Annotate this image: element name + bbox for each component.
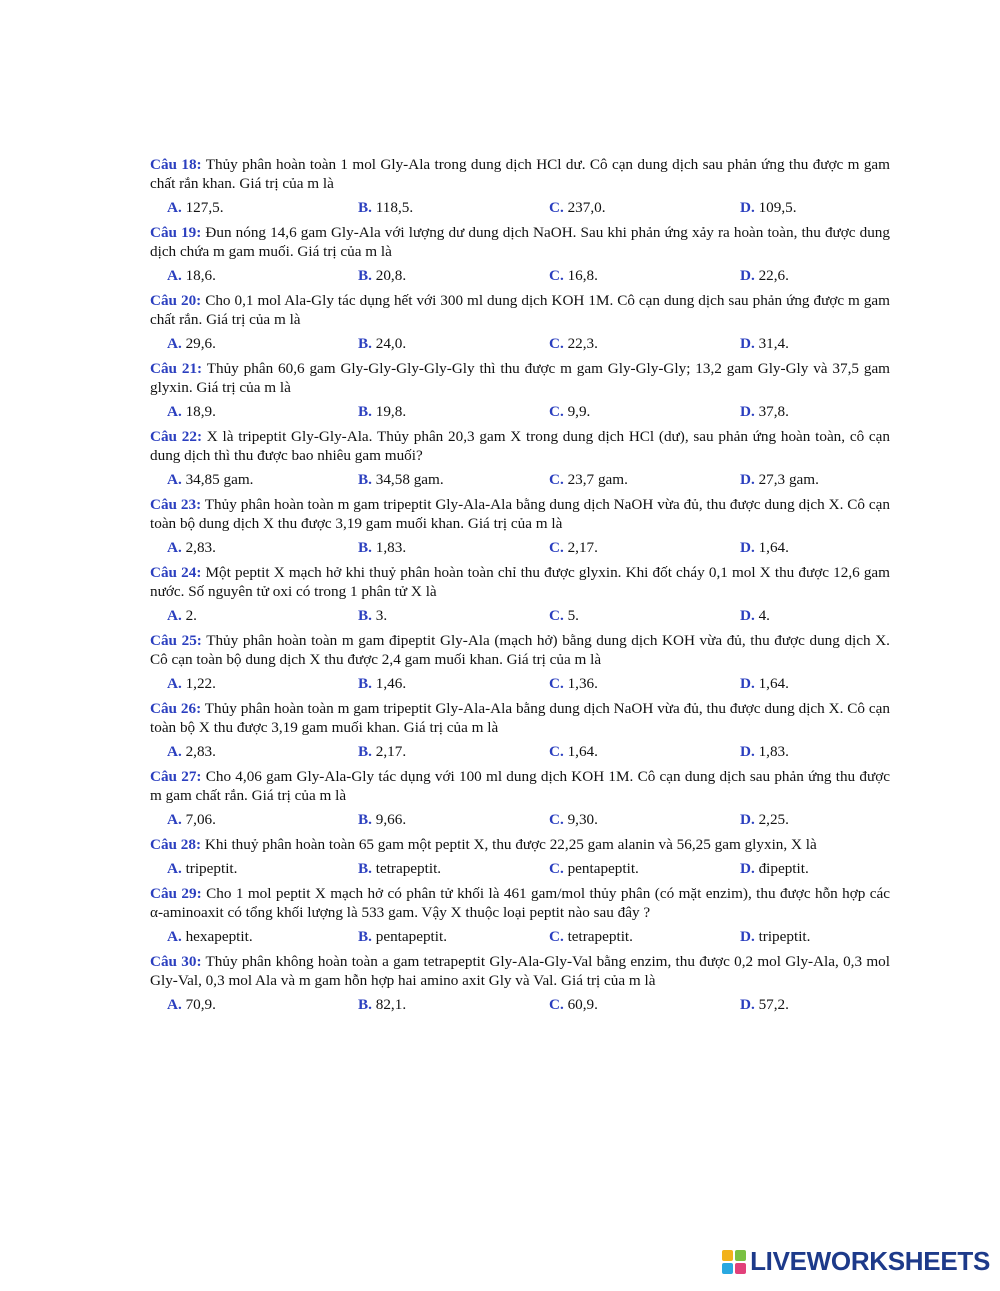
option-letter: C. xyxy=(549,743,564,760)
answer-option[interactable] xyxy=(740,334,789,353)
answer-option[interactable] xyxy=(549,674,740,693)
answer-option[interactable] xyxy=(167,402,358,421)
question-text: Thủy phân hoàn toàn m gam đipeptit Gly-Ala (mạch hở) bằng dung dịch KOH vừa đủ, thu được dung dịch X. Cô cạn toàn bộ dung dịch X thu được 2,4 gam muối khan. Giá trị của m là xyxy=(150,632,890,668)
option-letter: D. xyxy=(740,199,755,216)
option-text: tripeptit. xyxy=(185,860,238,877)
question-number: Câu 23: xyxy=(150,496,202,513)
option-letter: D. xyxy=(740,811,755,828)
option-text: 9,66. xyxy=(375,811,407,828)
option-letter: B. xyxy=(358,743,372,760)
option-letter: B. xyxy=(358,860,372,877)
answer-options xyxy=(150,674,890,693)
answer-option[interactable] xyxy=(167,538,358,557)
option-text: 109,5. xyxy=(758,199,797,216)
question-stem xyxy=(150,359,890,397)
option-text: 2,17. xyxy=(375,743,407,760)
question-text: X là tripeptit Gly-Gly-Ala. Thủy phân 20,3 gam X trong dung dịch HCl (dư), sau phản ứng hoàn toàn, cô cạn dung dịch thì thu được bao nhiêu gam muối? xyxy=(150,428,890,464)
option-text: 2,83. xyxy=(185,743,216,760)
logo-square-1 xyxy=(722,1250,733,1261)
answer-option[interactable] xyxy=(167,470,358,489)
option-letter: A. xyxy=(167,199,182,216)
option-letter: B. xyxy=(358,996,372,1013)
option-letter: D. xyxy=(740,928,755,945)
option-text: 1,83. xyxy=(375,539,407,556)
question-text: Cho 0,1 mol Ala-Gly tác dụng hết với 300 ml dung dịch KOH 1M. Cô cạn dung dịch sau phản ứng được m gam chất rắn. Giá trị của m là xyxy=(150,292,890,328)
question-text: Một peptit X mạch hở khi thuỷ phân hoàn toàn chỉ thu được glyxin. Khi đốt cháy 0,1 mol X thu được 12,6 gam nước. Số nguyên tử oxi có trong 1 phân tử X là xyxy=(150,564,890,600)
option-text: 24,0. xyxy=(375,335,407,352)
answer-option[interactable] xyxy=(358,606,549,625)
option-text: tetrapeptit. xyxy=(375,860,442,877)
option-letter: B. xyxy=(358,335,372,352)
option-text: 37,8. xyxy=(758,403,789,420)
question-stem xyxy=(150,952,890,990)
question-stem xyxy=(150,291,890,329)
question-text: Cho 4,06 gam Gly-Ala-Gly tác dụng với 100 ml dung dịch KOH 1M. Cô cạn dung dịch sau phản ứng thu được m gam chất rắn. Giá trị của m là xyxy=(150,768,890,804)
answer-option[interactable] xyxy=(167,674,358,693)
option-text: 82,1. xyxy=(375,996,407,1013)
option-text: 4. xyxy=(758,607,770,624)
option-letter: C. xyxy=(549,335,564,352)
question-block xyxy=(150,155,890,217)
option-text: 57,2. xyxy=(758,996,789,1013)
answer-option[interactable] xyxy=(167,995,358,1014)
option-letter: D. xyxy=(740,267,755,284)
option-text: 5. xyxy=(567,607,579,624)
option-text: 1,83. xyxy=(758,743,789,760)
option-text: 34,85 gam. xyxy=(185,471,254,488)
option-text: 1,22. xyxy=(185,675,216,692)
question-stem xyxy=(150,427,890,465)
answer-option[interactable] xyxy=(740,859,809,878)
question-number: Câu 18: xyxy=(150,156,202,173)
option-letter: A. xyxy=(167,539,182,556)
option-letter: A. xyxy=(167,860,182,877)
option-letter: D. xyxy=(740,743,755,760)
option-text: 1,64. xyxy=(758,539,789,556)
question-block xyxy=(150,563,890,625)
answer-option[interactable] xyxy=(549,742,740,761)
option-letter: C. xyxy=(549,607,564,624)
option-letter: C. xyxy=(549,539,564,556)
option-letter: A. xyxy=(167,743,182,760)
question-number: Câu 28: xyxy=(150,836,202,853)
option-text: 22,6. xyxy=(758,267,789,284)
question-stem xyxy=(150,884,890,922)
option-letter: A. xyxy=(167,267,182,284)
answer-option[interactable] xyxy=(740,810,789,829)
option-text: 2,17. xyxy=(567,539,598,556)
answer-option[interactable] xyxy=(549,606,740,625)
option-letter: C. xyxy=(549,996,564,1013)
option-text: 1,36. xyxy=(567,675,598,692)
option-text: 16,8. xyxy=(567,267,598,284)
answer-option[interactable] xyxy=(358,810,549,829)
answer-options xyxy=(150,742,890,761)
answer-options xyxy=(150,606,890,625)
question-stem xyxy=(150,563,890,601)
question-text: Thủy phân 60,6 gam Gly-Gly-Gly-Gly-Gly thì thu được m gam Gly-Gly-Gly; 13,2 gam Gly-Gly và 37,5 gam glyxin. Giá trị của m là xyxy=(150,360,890,396)
option-letter: B. xyxy=(358,675,372,692)
option-text: 1,46. xyxy=(375,675,407,692)
option-text: pentapeptit. xyxy=(375,928,448,945)
option-text: 1,64. xyxy=(567,743,598,760)
option-text: 22,3. xyxy=(567,335,598,352)
question-stem xyxy=(150,495,890,533)
option-letter: D. xyxy=(740,996,755,1013)
option-text: 118,5. xyxy=(375,199,414,216)
answer-option[interactable] xyxy=(740,266,789,285)
question-number: Câu 19: xyxy=(150,224,202,241)
answer-option[interactable] xyxy=(358,266,549,285)
question-stem xyxy=(150,835,890,854)
answer-option[interactable] xyxy=(167,334,358,353)
worksheet-page xyxy=(150,155,890,1020)
option-text: 27,3 gam. xyxy=(758,471,819,488)
option-text: 23,7 gam. xyxy=(567,471,628,488)
option-text: 9,9. xyxy=(567,403,591,420)
answer-option[interactable] xyxy=(358,402,549,421)
option-text: 2. xyxy=(185,607,197,624)
answer-option[interactable] xyxy=(358,674,549,693)
answer-option[interactable] xyxy=(740,927,810,946)
option-text: 7,06. xyxy=(185,811,216,828)
answer-option[interactable] xyxy=(167,859,358,878)
option-letter: C. xyxy=(549,403,564,420)
answer-option[interactable] xyxy=(358,198,549,217)
option-letter: C. xyxy=(549,471,564,488)
question-text: Khi thuỷ phân hoàn toàn 65 gam một peptit X, thu được 22,25 gam alanin và 56,25 gam glyxin, X là xyxy=(204,836,817,853)
answer-option[interactable] xyxy=(740,198,797,217)
option-letter: B. xyxy=(358,539,372,556)
option-text: tripeptit. xyxy=(758,928,811,945)
option-letter: D. xyxy=(740,335,755,352)
option-letter: B. xyxy=(358,928,372,945)
question-block xyxy=(150,952,890,1014)
answer-option[interactable] xyxy=(549,927,740,946)
answer-options xyxy=(150,538,890,557)
answer-options xyxy=(150,198,890,217)
question-block xyxy=(150,291,890,353)
option-text: 20,8. xyxy=(375,267,407,284)
answer-options xyxy=(150,266,890,285)
option-letter: C. xyxy=(549,675,564,692)
option-text: 1,64. xyxy=(758,675,789,692)
question-number: Câu 26: xyxy=(150,700,202,717)
question-stem xyxy=(150,223,890,261)
question-block xyxy=(150,427,890,489)
option-letter: D. xyxy=(740,403,755,420)
answer-options xyxy=(150,402,890,421)
answer-option[interactable] xyxy=(549,470,740,489)
answer-option[interactable] xyxy=(167,606,358,625)
answer-option[interactable] xyxy=(167,198,358,217)
answer-option[interactable] xyxy=(167,266,358,285)
option-text: 237,0. xyxy=(567,199,606,216)
option-letter: A. xyxy=(167,607,182,624)
option-letter: B. xyxy=(358,471,372,488)
question-stem xyxy=(150,631,890,669)
answer-option[interactable] xyxy=(740,538,789,557)
question-number: Câu 29: xyxy=(150,885,202,902)
logo-text: LIVEWORKSHEETS xyxy=(750,1246,990,1276)
question-text: Đun nóng 14,6 gam Gly-Ala với lượng dư dung dịch NaOH. Sau khi phản ứng xảy ra hoàn toàn, thu được dung dịch chứa m gam muối. Giá trị của m là xyxy=(150,224,890,260)
answer-option[interactable] xyxy=(740,606,770,625)
answer-option[interactable] xyxy=(549,334,740,353)
option-letter: B. xyxy=(358,607,372,624)
option-text: 34,58 gam. xyxy=(375,471,444,488)
answer-option[interactable] xyxy=(740,674,789,693)
question-block xyxy=(150,699,890,761)
option-text: 70,9. xyxy=(185,996,216,1013)
answer-option[interactable] xyxy=(740,995,789,1014)
answer-options xyxy=(150,810,890,829)
question-block xyxy=(150,835,890,878)
question-stem xyxy=(150,699,890,737)
liveworksheets-logo xyxy=(722,1246,990,1277)
option-letter: A. xyxy=(167,811,182,828)
option-letter: C. xyxy=(549,860,564,877)
answer-options xyxy=(150,995,890,1014)
option-letter: B. xyxy=(358,267,372,284)
option-letter: D. xyxy=(740,471,755,488)
answer-option[interactable] xyxy=(167,810,358,829)
question-stem xyxy=(150,767,890,805)
option-text: 9,30. xyxy=(567,811,598,828)
answer-option[interactable] xyxy=(740,402,789,421)
option-letter: D. xyxy=(740,607,755,624)
question-block xyxy=(150,767,890,829)
option-letter: B. xyxy=(358,403,372,420)
option-letter: C. xyxy=(549,811,564,828)
option-text: 3. xyxy=(375,607,388,624)
option-text: 29,6. xyxy=(185,335,216,352)
logo-mark-icon xyxy=(722,1250,746,1274)
answer-option[interactable] xyxy=(549,402,740,421)
logo-square-3 xyxy=(722,1263,733,1274)
option-letter: A. xyxy=(167,335,182,352)
question-block xyxy=(150,884,890,946)
option-letter: C. xyxy=(549,199,564,216)
answer-option[interactable] xyxy=(358,859,549,878)
answer-option[interactable] xyxy=(358,995,549,1014)
answer-option[interactable] xyxy=(740,742,789,761)
question-number: Câu 24: xyxy=(150,564,202,581)
option-letter: C. xyxy=(549,267,564,284)
answer-option[interactable] xyxy=(358,470,549,489)
question-text: Cho 1 mol peptit X mạch hở có phân tử khối là 461 gam/mol thủy phân (có mặt enzim), thu được hỗn hợp các α-aminoaxit có tổng khối lượng là 533 gam. Vậy X thuộc loại peptit nào sau đây ? xyxy=(150,885,891,921)
answer-option[interactable] xyxy=(549,810,740,829)
answer-option[interactable] xyxy=(167,927,358,946)
question-text: Thủy phân hoàn toàn 1 mol Gly-Ala trong dung dịch HCl dư. Cô cạn dung dịch sau phản ứng thu được m gam chất rắn khan. Giá trị của m là xyxy=(150,156,890,192)
option-text: 31,4. xyxy=(758,335,789,352)
option-letter: C. xyxy=(549,928,564,945)
option-letter: A. xyxy=(167,403,182,420)
question-block xyxy=(150,495,890,557)
logo-square-2 xyxy=(735,1250,746,1261)
question-number: Câu 30: xyxy=(150,953,202,970)
option-letter: B. xyxy=(358,811,372,828)
option-text: 19,8. xyxy=(375,403,407,420)
answer-options xyxy=(150,927,890,946)
question-block xyxy=(150,631,890,693)
option-letter: A. xyxy=(167,471,182,488)
option-text: 127,5. xyxy=(185,199,224,216)
option-letter: B. xyxy=(358,199,372,216)
question-text: Thủy phân hoàn toàn m gam tripeptit Gly-Ala-Ala bằng dung dịch NaOH vừa đủ, thu được dung dịch X. Cô cạn toàn bộ X thu được 3,19 gam muối khan. Giá trị của m là xyxy=(150,700,890,736)
answer-option[interactable] xyxy=(358,334,549,353)
question-number: Câu 22: xyxy=(150,428,203,445)
answer-option[interactable] xyxy=(740,470,819,489)
question-block xyxy=(150,359,890,421)
answer-option[interactable] xyxy=(549,198,740,217)
answer-option[interactable] xyxy=(358,927,549,946)
answer-option[interactable] xyxy=(358,742,549,761)
question-text: Thủy phân hoàn toàn m gam tripeptit Gly-Ala-Ala bằng dung dịch NaOH vừa đủ, thu được dung dịch X. Cô cạn toàn bộ dung dịch X thu được 3,19 gam muối khan. Giá trị của m là xyxy=(150,496,890,532)
answer-option[interactable] xyxy=(358,538,549,557)
question-number: Câu 21: xyxy=(150,360,203,377)
answer-option[interactable] xyxy=(549,995,740,1014)
question-number: Câu 27: xyxy=(150,768,202,785)
option-text: pentapeptit. xyxy=(567,860,639,877)
option-text: 18,9. xyxy=(185,403,216,420)
answer-option[interactable] xyxy=(549,266,740,285)
option-letter: D. xyxy=(740,539,755,556)
option-text: 18,6. xyxy=(185,267,216,284)
answer-option[interactable] xyxy=(167,742,358,761)
option-text: hexapeptit. xyxy=(185,928,253,945)
option-text: tetrapeptit. xyxy=(567,928,633,945)
option-text: đipeptit. xyxy=(758,860,809,877)
answer-options xyxy=(150,334,890,353)
question-number: Câu 25: xyxy=(150,632,202,649)
logo-square-4 xyxy=(735,1263,746,1274)
option-letter: D. xyxy=(740,675,755,692)
answer-options xyxy=(150,859,890,878)
answer-option[interactable] xyxy=(549,538,740,557)
question-number: Câu 20: xyxy=(150,292,202,309)
question-text: Thủy phân không hoàn toàn a gam tetrapeptit Gly-Ala-Gly-Val bằng enzim, thu được 0,2 mol Gly-Ala, 0,3 mol Gly-Val, 0,3 mol Ala và m gam hỗn hợp hai amino axit Gly và Val. Giá trị của m là xyxy=(150,953,890,989)
option-letter: A. xyxy=(167,675,182,692)
answer-option[interactable] xyxy=(549,859,740,878)
option-text: 2,83. xyxy=(185,539,216,556)
answer-options xyxy=(150,470,890,489)
option-letter: A. xyxy=(167,928,182,945)
question-block xyxy=(150,223,890,285)
question-stem xyxy=(150,155,890,193)
option-letter: D. xyxy=(740,860,755,877)
option-text: 60,9. xyxy=(567,996,598,1013)
option-letter: A. xyxy=(167,996,182,1013)
option-text: 2,25. xyxy=(758,811,789,828)
